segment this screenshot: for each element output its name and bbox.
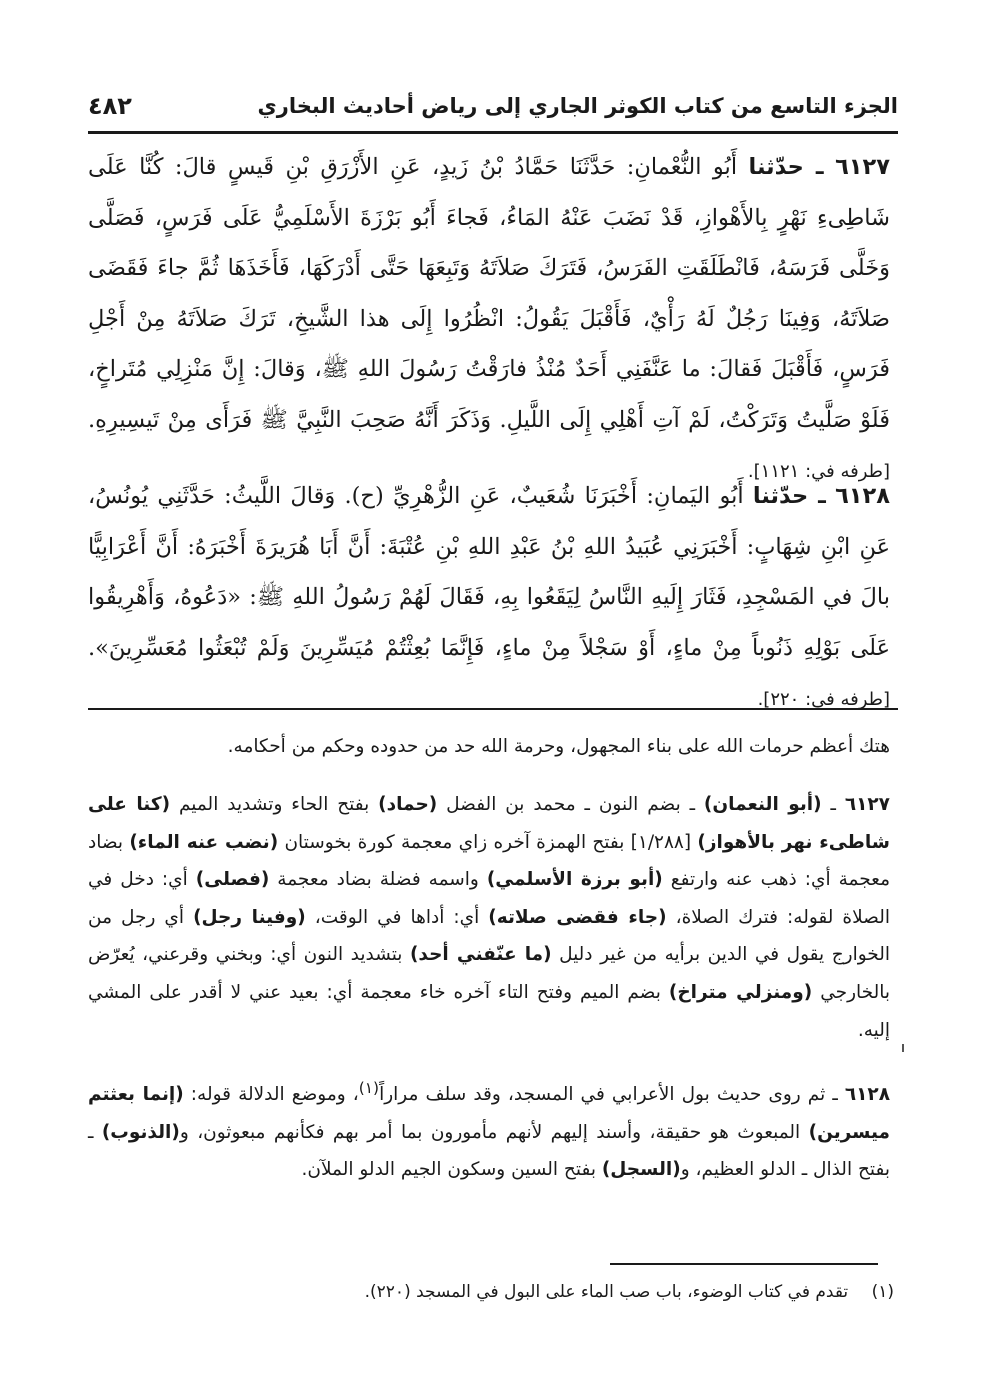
footnote-text: تقدم في كتاب الوضوء، باب صب الماء على البول في المسجد (٢٢٠). xyxy=(364,1282,849,1302)
hadith-number: ٦١٢٧ xyxy=(835,154,890,180)
commentary-number: ٦١٢٨ xyxy=(844,1084,890,1106)
hadith-text: أَبُو اليَمانِ: أَخْبَرَنَا شُعَيبٌ، عَنِ الزُّهْرِيِّ (ح). وَقالَ اللَّيثُ: حَدَّثَنِي يُونُسُ، عَنِ ابْنِ شِهَابٍ: أَخْبَرَنِي عُبَيدُ اللهِ بْنُ عَبْدِ اللهِ بْنِ عُتْبَةَ: أَنَّ أَبَا هُرَيرَةَ أَخْبَرَهُ: أَنَّ أَعْرَابِيًّا بالَ في المَسْجِدِ، فَثَارَ إِلَيهِ النَّاسُ لِيَقَعُوا بِهِ، فَقَالَ لَهُمْ رَسُولُ اللهِ ﷺ: «دَعُوهُ، وَأَهْرِيقُوا عَلَى بَوْلِهِ ذَنُوباً مِنْ ماءٍ، أَوْ سَجْلاً مِنْ ماءٍ، فَإِنَّمَا بُعِثْتُمْ مُيَسِّرِينَ وَلَمْ تُبْعَثُوا مُعَسِّرِينَ». xyxy=(88,483,890,661)
commentary-text: ، وموضع الدلالة قوله: xyxy=(183,1084,359,1106)
hadith-cross-reference: [طرفه في: ٢٢٠]. xyxy=(757,689,890,710)
header-divider xyxy=(88,131,898,134)
commentary-term: (وفينا رجل) xyxy=(193,906,306,928)
footnote xyxy=(88,1276,894,1308)
commentary-text: ـ ثم روى حديث بول الأعرابي في المسجد، وقد سلف مراراً xyxy=(379,1084,845,1106)
hadith-cross-reference: [طرفه في: ١١٢١]. xyxy=(747,461,890,482)
commentary-6127 xyxy=(88,786,890,1049)
hadith-opening: ـ حدّثنا xyxy=(748,154,824,180)
commentary-term: (إنما بعثتم ميسرين) xyxy=(88,1084,890,1143)
hadith-text: أَبُو النُّعْمانِ: حَدَّثَنَا حَمَّادُ بْنُ زَيدٍ، عَنِ الأَزْرَقِ بْنِ قَيسٍ قالَ: كُنَّا عَلَى شَاطِىءِ نَهْرٍ بِالأَهْوازِ، قَدْ نَضَبَ عَنْهُ المَاءُ، فَجاءَ أَبُو بَرْزَةَ الأَسْلَمِيُّ عَلَى فَرَسٍ، فَصَلَّى وَخَلَّى فَرَسَهُ، فَانْطَلَقَتِ الفَرَسُ، فَتَرَكَ صَلاَتَهُ وَتَبِعَهَا حَتَّى أَدْرَكَهَا، فَأَخَذَهَا ثُمَّ جاءَ فَقَضَى صَلاَتَهُ، وَفِينَا رَجُلٌ لَهُ رَأْيٌ، فَأَقْبَلَ يَقُولُ: انْظُرُوا إِلَى هذا الشَّيخِ، تَرَكَ صَلاَتَهُ مِنْ أَجْلِ فَرَسٍ، فَأَقْبَلَ فَقالَ: ما عَنَّفَنِي أَحَدٌ مُنْذُ فارَقْتُ رَسُولَ اللهِ ﷺ، وَقالَ: إِنَّ مَنْزِلِي مُتَراخٍ، فَلَوْ صَلَّيتُ وَتَرَكْتُ، لَمْ آتِ أَهْلِي إِلَى اللَّيلِ. وَذَكَرَ أَنَّهُ صَحِبَ النَّبِيَّ ﷺ فَرَأَى مِنْ تَيسِيرِهِ. xyxy=(88,154,890,433)
running-header xyxy=(88,86,898,126)
commentary-text: بضاد معجمة أي: ذهب عنه وارتفع xyxy=(88,831,890,891)
commentary-text: ـ xyxy=(821,794,845,815)
commentary-term: (حماد) xyxy=(378,794,438,815)
commentary-text: بفتح السين وسكون الجيم الدلو الملآن. xyxy=(301,1159,602,1181)
commentary-intro-text: هتك أعظم حرمات الله على بناء المجهول، وحرمة الله حد من حدوده وحكم من أحكامه. xyxy=(227,736,890,757)
commentary-text: بضم الميم وفتح التاء آخره خاء معجمة أي: بعيد عني لا أقدر على المشي إليه. xyxy=(88,981,890,1041)
commentary-term: (نضب عنه الماء) xyxy=(129,831,279,853)
commentary-text: ـ بفتح الذال ـ الدلو العظيم، و xyxy=(88,1121,890,1181)
commentary-text: ـ بضم النون ـ محمد بن الفضل xyxy=(437,794,704,815)
hadith-number: ٦١٢٨ xyxy=(835,483,891,509)
commentary-term: (جاء فقضى صلاته) xyxy=(488,906,667,928)
commentary-term: (السجل) xyxy=(601,1159,681,1181)
commentary-number: ٦١٢٧ xyxy=(844,794,890,815)
hadith-6128 xyxy=(88,471,890,726)
commentary-text: أي: دخل في الصلاة لقوله: فترك الصلاة، xyxy=(88,869,890,928)
commentary-term: (ومنزلي متراخ) xyxy=(668,981,813,1003)
commentary-text: واسمه فضلة بضاد معجمة xyxy=(269,869,487,891)
footnote-divider xyxy=(610,1263,878,1265)
running-title: الجزء التاسع من كتاب الكوثر الجاري إلى رياض أحاديث البخاري xyxy=(257,94,898,118)
margin-mark xyxy=(902,1044,904,1052)
commentary-text: [١/٢٨٨] بفتح الهمزة آخره زاي معجمة كورة بخوستان xyxy=(278,831,698,853)
commentary-text: أي: أداها في الوقت، xyxy=(305,906,489,928)
commentary-term: (فصلى) xyxy=(195,869,270,891)
commentary-intro xyxy=(88,728,890,766)
footnote-reference: (١) xyxy=(358,1079,380,1097)
commentary-term: (أبو برزة الأسلمي) xyxy=(486,869,663,891)
commentary-text: أي رجل من الخوارج يقول في الدين برأيه من غير دليل xyxy=(88,906,890,966)
page-number: ٤٨٢ xyxy=(88,92,132,120)
commentary-term: (أبو النعمان) xyxy=(703,794,822,815)
commentary-text: بتشديد النون أي: وبخني وقرعني، يُعرّض بالخارجي xyxy=(88,944,891,1003)
commentary-term: (الذنوب) xyxy=(101,1121,180,1143)
commentary-divider xyxy=(88,708,898,710)
hadith-opening: ـ حدّثنا xyxy=(752,483,826,509)
commentary-6128 xyxy=(88,1070,890,1189)
commentary-text: بفتح الحاء وتشديد الميم xyxy=(170,794,379,815)
hadith-6127 xyxy=(88,142,890,498)
footnote-number: (١) xyxy=(871,1282,894,1302)
commentary-term: (ما عنّفني أحد) xyxy=(409,944,552,966)
commentary-term: (كنا على شاطىء نهر بالأهواز) xyxy=(88,794,890,853)
commentary-text: المبعوث هو حقيقة، وأسند إليهم لأنهم مأمورون بما أمر بهم فكأنهم مبعوثون، و xyxy=(179,1121,809,1143)
